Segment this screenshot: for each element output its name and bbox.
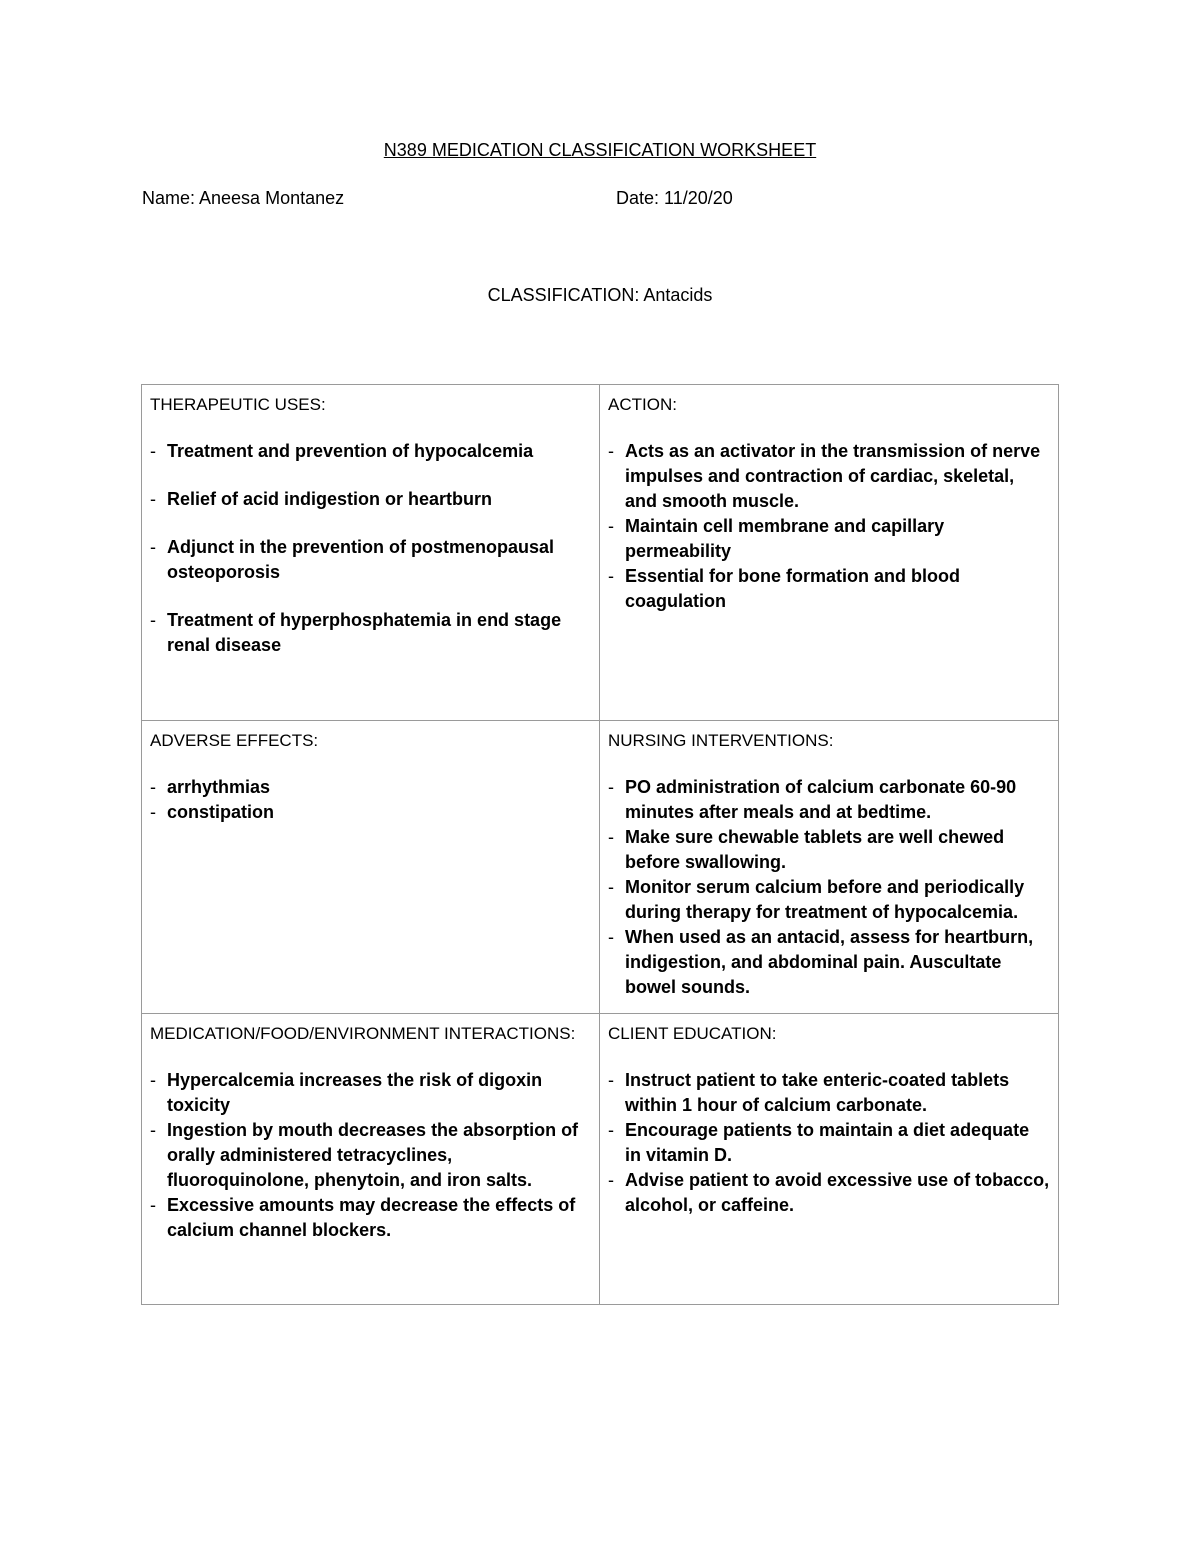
interactions-cell [142, 1014, 600, 1305]
nursing-interventions-cell [600, 721, 1059, 1014]
client-education-list [608, 1068, 1050, 1218]
list-item: - Adjunct in the prevention of postmenopausal osteoporosis [150, 535, 591, 585]
therapeutic-uses-heading: THERAPEUTIC USES: [150, 395, 326, 414]
list-item: - Essential for bone formation and blood coagulation [608, 564, 1050, 614]
worksheet-table [141, 384, 1059, 1305]
list-item: - Acts as an activator in the transmission of nerve impulses and contraction of cardiac, skeletal, and smooth muscle. [608, 439, 1050, 514]
list-item: - PO administration of calcium carbonate 60-90 minutes after meals and at bedtime. [608, 775, 1050, 825]
worksheet-title: N389 MEDICATION CLASSIFICATION WORKSHEET [383, 140, 817, 160]
interactions-list [150, 1068, 591, 1243]
list-item: - When used as an antacid, assess for heartburn, indigestion, and abdominal pain. Auscultate bowel sounds. [608, 925, 1050, 1000]
student-name: Name: Aneesa Montanez [142, 188, 345, 208]
list-item: - Instruct patient to take enteric-coated tablets within 1 hour of calcium carbonate. [608, 1068, 1050, 1118]
adverse-effects-cell [142, 721, 600, 1014]
action-heading: ACTION: [608, 395, 677, 414]
list-item: - Hypercalcemia increases the risk of digoxin toxicity [150, 1068, 591, 1118]
client-education-heading: CLIENT EDUCATION: [608, 1024, 777, 1043]
adverse-effects-heading: ADVERSE EFFECTS: [150, 731, 319, 750]
adverse-effects-list [150, 775, 591, 825]
action-cell [600, 385, 1059, 721]
list-item: - Advise patient to avoid excessive use of tobacco, alcohol, or caffeine. [608, 1168, 1050, 1218]
list-item: - Excessive amounts may decrease the effects of calcium channel blockers. [150, 1193, 591, 1243]
list-item: - Make sure chewable tablets are well chewed before swallowing. [608, 825, 1050, 875]
classification-label: CLASSIFICATION: Antacids [487, 285, 713, 305]
list-item: - Maintain cell membrane and capillary permeability [608, 514, 1050, 564]
nursing-interventions-heading: NURSING INTERVENTIONS: [608, 731, 834, 750]
list-item: - Encourage patients to maintain a diet adequate in vitamin D. [608, 1118, 1050, 1168]
table-row [142, 385, 1059, 721]
list-item: - arrhythmias [150, 775, 591, 800]
list-item: - Monitor serum calcium before and periodically during therapy for treatment of hypocalcemia. [608, 875, 1050, 925]
table-row [142, 1014, 1059, 1305]
action-list [608, 439, 1050, 614]
therapeutic-uses-list [150, 439, 591, 658]
therapeutic-uses-cell [142, 385, 600, 721]
table-row [142, 721, 1059, 1014]
list-item: - Treatment of hyperphosphatemia in end stage renal disease [150, 608, 591, 658]
list-item: - Relief of acid indigestion or heartburn [150, 487, 591, 512]
worksheet-date: Date: 11/20/20 [616, 188, 733, 208]
client-education-cell [600, 1014, 1059, 1305]
list-item: - Treatment and prevention of hypocalcemia [150, 439, 591, 464]
interactions-heading: MEDICATION/FOOD/ENVIRONMENT INTERACTIONS: [150, 1024, 576, 1043]
list-item: - constipation [150, 800, 591, 825]
list-item: - Ingestion by mouth decreases the absorption of orally administered tetracyclines, fluoroquinolone, phenytoin, and iron salts. [150, 1118, 591, 1193]
nursing-interventions-list [608, 775, 1050, 1000]
